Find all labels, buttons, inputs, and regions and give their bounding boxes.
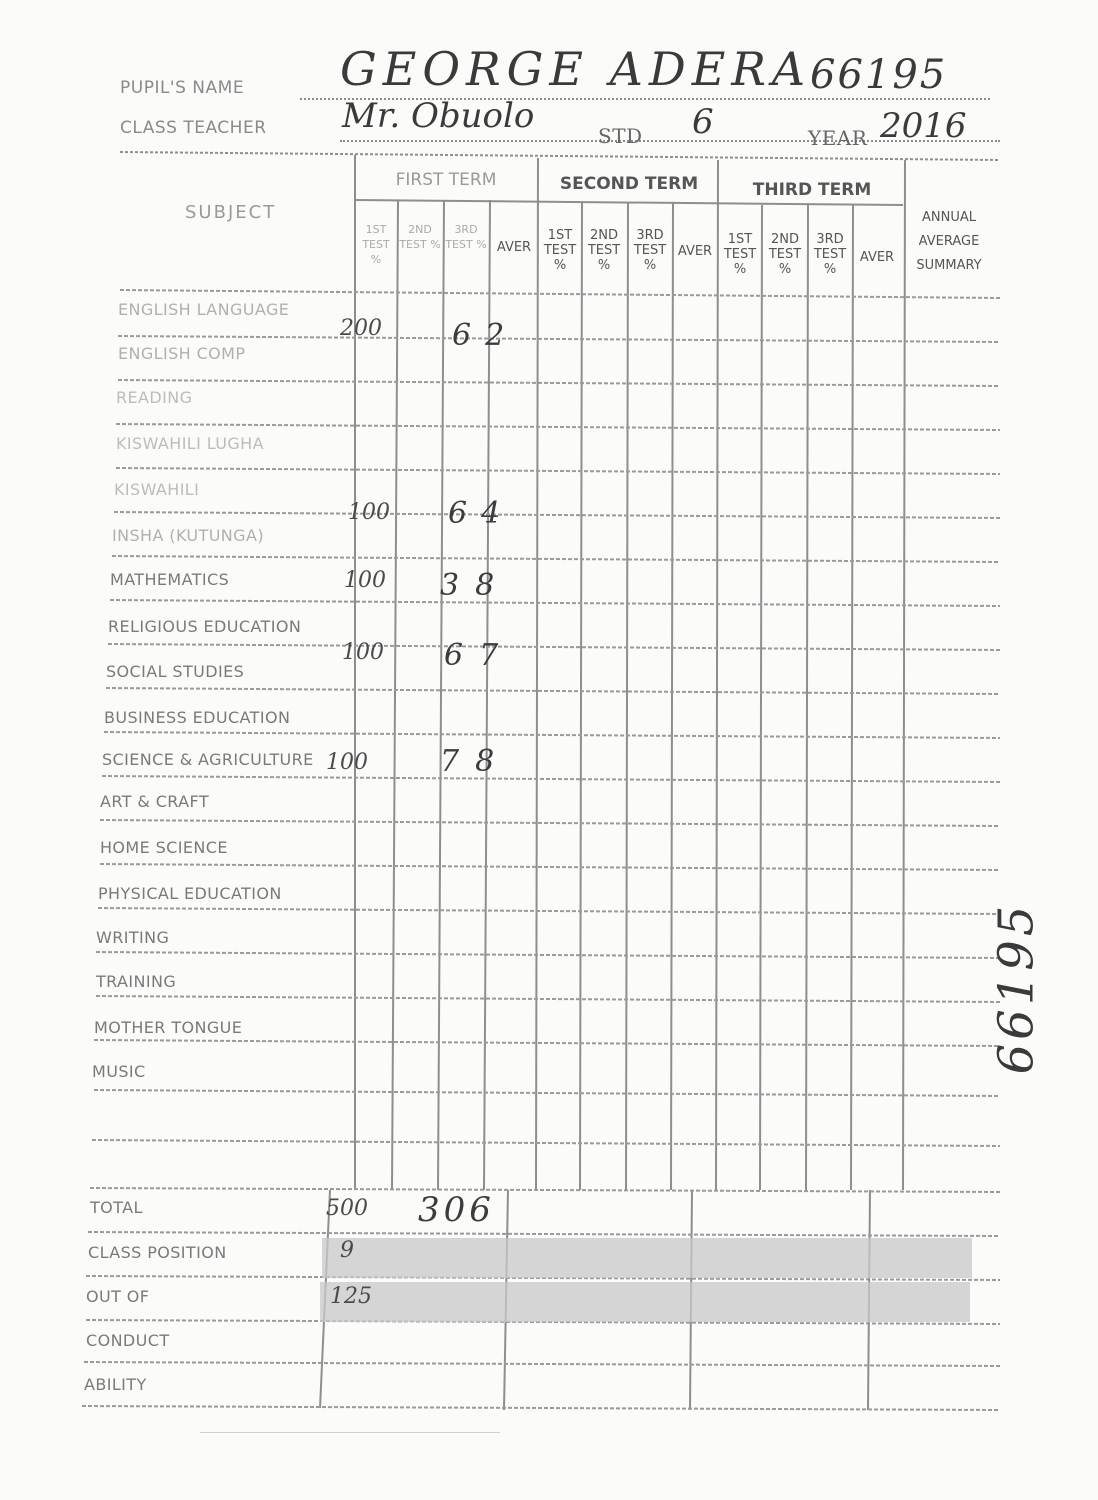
third-term-col-4: AVER bbox=[859, 250, 895, 265]
out-of-shade bbox=[320, 1282, 970, 1322]
ability-label: ABILITY bbox=[84, 1375, 147, 1394]
total-out-of: 500 bbox=[326, 1196, 368, 1221]
subject-row-15: WRITING bbox=[96, 928, 170, 947]
kiswahili-out-of: 100 bbox=[348, 500, 390, 525]
subject-row-6: INSHA (KUTUNGA) bbox=[112, 526, 264, 545]
first-term-col-3: 3RD TEST % bbox=[445, 223, 487, 251]
subject-header: SUBJECT bbox=[185, 202, 277, 223]
subject-row-1: ENGLISH LANGUAGE bbox=[118, 300, 290, 319]
pupil-name-label: PUPIL'S NAME bbox=[120, 78, 245, 98]
maths-score: 38 bbox=[440, 568, 511, 603]
pupil-name-value: GEORGE ADERA bbox=[340, 42, 812, 96]
subject-row-12: ART & CRAFT bbox=[100, 792, 210, 811]
subject-row-5: KISWAHILI bbox=[114, 480, 200, 499]
subject-row-17: MOTHER TONGUE bbox=[94, 1018, 243, 1037]
std-label: STD bbox=[598, 124, 643, 148]
science-out-of: 100 bbox=[326, 750, 368, 775]
second-term-col-4: AVER bbox=[677, 244, 713, 259]
subject-row-11: SCIENCE & AGRICULTURE bbox=[102, 750, 314, 769]
subject-row-8: RELIGIOUS EDUCATION bbox=[108, 617, 302, 636]
out-of-label: OUT OF bbox=[86, 1287, 150, 1306]
total-label: TOTAL bbox=[90, 1198, 143, 1217]
second-term-col-2: 2ND TEST % bbox=[587, 228, 621, 273]
class-teacher-value: Mr. Obuolo bbox=[342, 96, 535, 136]
subject-row-16: TRAINING bbox=[96, 972, 177, 991]
first-term-col-4: AVER bbox=[496, 240, 532, 255]
science-score: 78 bbox=[440, 744, 511, 779]
side-number: 66195 bbox=[988, 901, 1045, 1075]
maths-out-of: 100 bbox=[344, 568, 386, 593]
class-position-label: CLASS POSITION bbox=[88, 1243, 227, 1262]
subject-row-14: PHYSICAL EDUCATION bbox=[98, 884, 282, 903]
year-label: YEAR bbox=[808, 126, 868, 150]
annual-average-header: ANNUAL AVERAGE SUMMARY bbox=[916, 210, 982, 273]
subject-row-3: READING bbox=[116, 388, 193, 407]
std-value: 6 bbox=[692, 102, 714, 142]
first-term-col-1: 1ST TEST % bbox=[362, 223, 390, 266]
english-score: 62 bbox=[452, 318, 519, 353]
subject-row-10: BUSINESS EDUCATION bbox=[104, 708, 291, 727]
third-term-col-2: 2ND TEST % bbox=[768, 232, 802, 277]
subject-row-13: HOME SCIENCE bbox=[100, 838, 228, 857]
conduct-label: CONDUCT bbox=[86, 1331, 170, 1350]
subject-row-4: KISWAHILI LUGHA bbox=[116, 434, 264, 453]
class-position-shade bbox=[322, 1238, 972, 1278]
third-term-col-1: 1ST TEST % bbox=[723, 232, 757, 277]
pupil-number-value: 66195 bbox=[810, 52, 948, 98]
out-of-value: 125 bbox=[330, 1284, 372, 1309]
year-value: 2016 bbox=[880, 106, 967, 146]
first-term-header: FIRST TERM bbox=[395, 170, 497, 190]
third-term-header: THIRD TERM bbox=[752, 180, 872, 200]
english-out-of: 200 bbox=[340, 316, 382, 341]
second-term-header: SECOND TERM bbox=[559, 174, 699, 194]
subject-row-18: MUSIC bbox=[92, 1062, 146, 1081]
religious-score: 67 bbox=[444, 638, 515, 673]
total-score: 306 bbox=[418, 1190, 495, 1230]
religious-out-of: 100 bbox=[342, 640, 384, 665]
kiswahili-score: 64 bbox=[448, 496, 515, 531]
subject-row-7: MATHEMATICS bbox=[110, 570, 230, 589]
second-term-col-3: 3RD TEST % bbox=[633, 228, 667, 273]
class-teacher-label: CLASS TEACHER bbox=[120, 118, 267, 138]
subject-row-2: ENGLISH COMP bbox=[118, 344, 246, 363]
class-position-value: 9 bbox=[340, 1238, 354, 1263]
first-term-col-2: 2ND TEST % bbox=[399, 223, 441, 251]
subject-row-9: SOCIAL STUDIES bbox=[106, 662, 245, 681]
third-term-col-3: 3RD TEST % bbox=[813, 232, 847, 277]
second-term-col-1: 1ST TEST % bbox=[543, 228, 577, 273]
bottom-scan-line bbox=[200, 1432, 500, 1433]
